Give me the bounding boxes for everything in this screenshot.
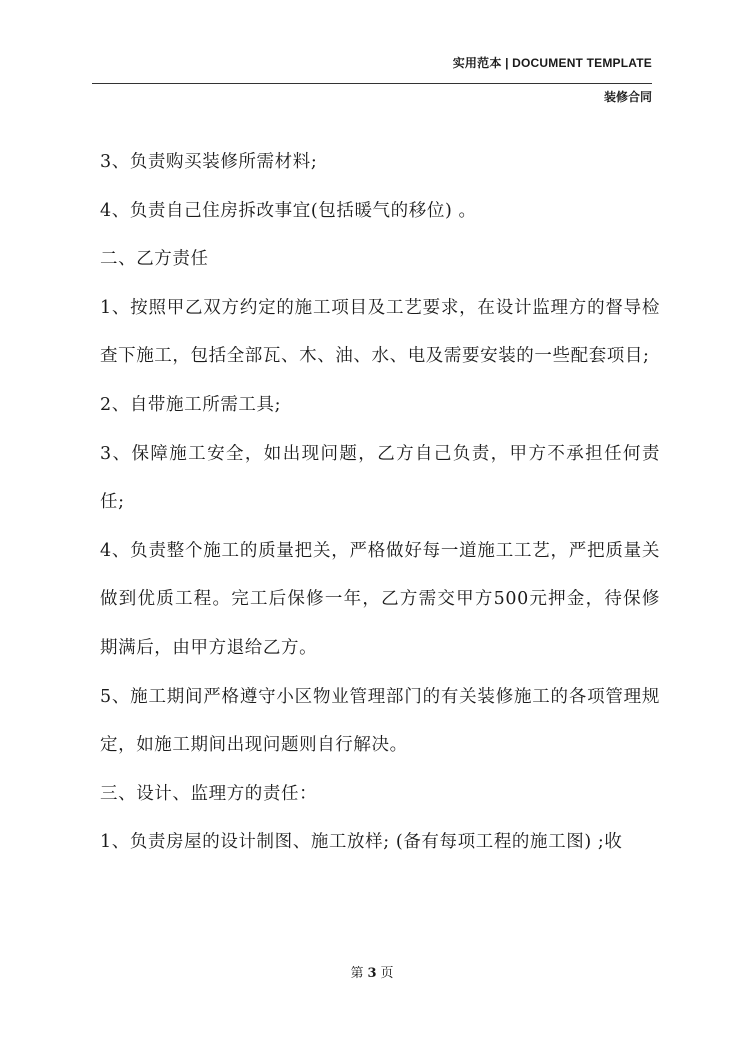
section-heading: 三、设计、监理方的责任： — [100, 783, 318, 804]
page-number: 3 — [367, 966, 377, 981]
paragraph: 3、保障施工安全，如出现问题，乙方自己负责，甲方不承担任何责任; — [100, 443, 660, 513]
paragraph: 5、施工期间严格遵守小区物业管理部门的有关装修施工的各项管理规定，如施工期间出现问题则自行解决。 — [100, 686, 660, 756]
paragraph: 4、负责自己住房拆改事宜(包括暖气的移位) 。 — [100, 200, 477, 221]
paragraph: 2、自带施工所需工具; — [100, 394, 282, 415]
paragraph: 4、负责整个施工的质量把关，严格做好每一道施工工艺，严把质量关做到优质工程。完工后保修一年，乙方需交甲方500元押金，待保修期满后，由甲方退给乙方。 — [100, 540, 660, 658]
header-subtitle: 装修合同 — [603, 90, 652, 104]
page-label-prefix: 第 — [350, 966, 364, 981]
header-divider — [92, 83, 652, 84]
document-body — [100, 138, 660, 867]
header-title: 实用范本 | DOCUMENT TEMPLATE — [452, 56, 652, 70]
page-footer — [0, 962, 744, 981]
section-heading: 二、乙方责任 — [100, 249, 209, 270]
page-label-suffix: 页 — [380, 966, 394, 981]
paragraph: 3、负责购买装修所需材料; — [100, 152, 318, 172]
paragraph: 1、负责房屋的设计制图、施工放样; (备有每项工程的施工图) ;收 — [100, 832, 623, 853]
paragraph: 1、按照甲乙双方约定的施工项目及工艺要求，在设计监理方的督导检查下施工，包括全部瓦、木、油、水、电及需要安装的一些配套项目; — [100, 297, 660, 367]
